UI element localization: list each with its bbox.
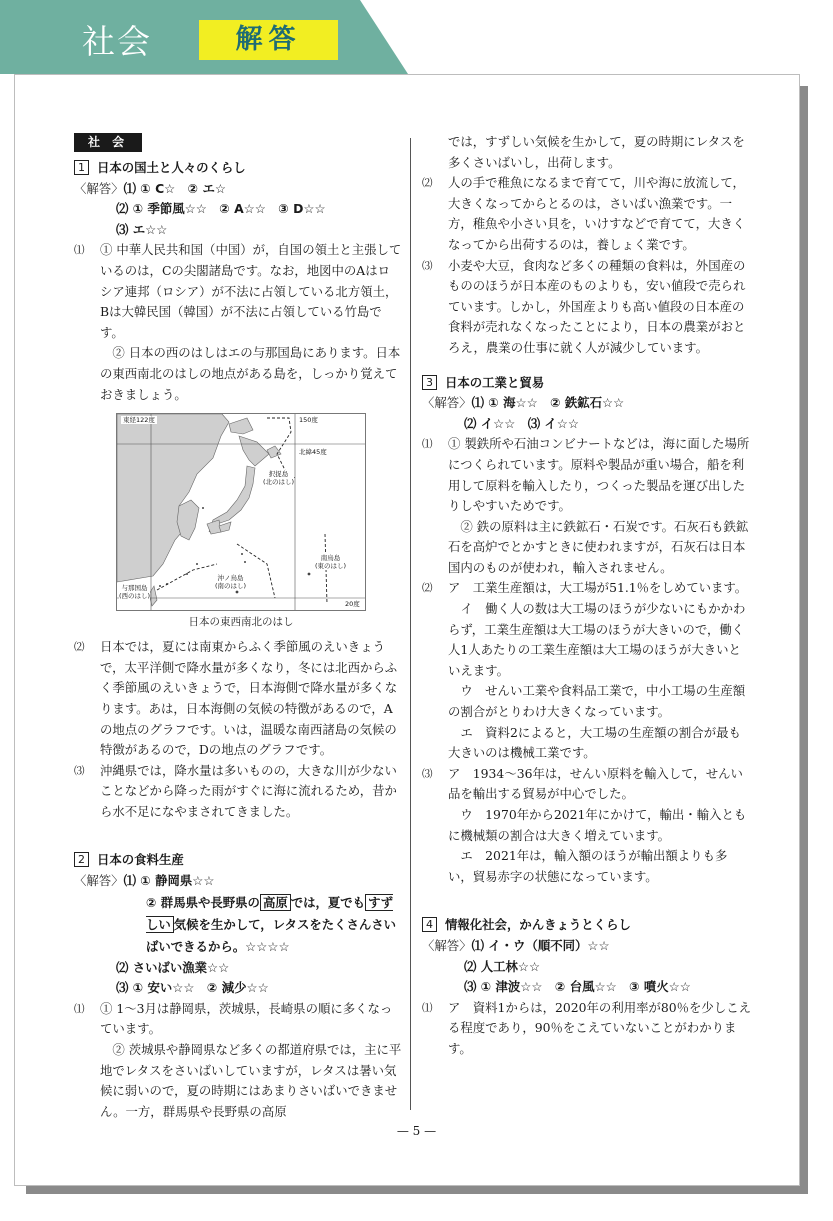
explanation-paragraph: ⑴ ① 製鉄所や石油コンビナートなどは，海に面した場所につくられています。原料や製品が重い場合，船を利用して原料を輸入したり，つくった製品を運び出したりしやすいためです。 (422, 436, 750, 514)
explanation-paragraph: エ 資料2によると，大工場の生産額の割合が最も大きいのは機械工業です。 (448, 724, 741, 761)
banner-title: 社会 (82, 22, 152, 61)
section-title: 日本の食料生産 (97, 852, 184, 868)
answer-label: 〈解答〉 (422, 395, 472, 411)
page-number: — 5 — (396, 1124, 437, 1138)
answer-label: 〈解答〉 (74, 873, 124, 889)
answer-line: ⑵ 人工林☆☆ (464, 958, 541, 974)
answer-label: 〈解答〉 (74, 180, 124, 196)
answer-line: ⑵ ① 季節風☆☆ ② A☆☆ ③ D☆☆ (116, 201, 326, 217)
map-caption: 日本の東西南北のはし (188, 616, 294, 629)
answer-line: 〈解答〉⑴ ① 静岡県☆☆ (74, 873, 215, 889)
explanation-paragraph: ② 鉄の原料は主に鉄鉱石・石炭です。石灰石も鉄鉱石を高炉でとかすときに使われますが，石灰石は日本国内のものが使われ，輸入されません。 (448, 518, 749, 575)
explanation-paragraph: ⑴ ① 中華人民共和国（中国）が，自国の領土と主張しているのは，Cの尖閣諸島です。なお，地図中のAはロシア連邦（ロシア）が不法に占領している北方領土，Bは大韓民国（韓国）が不法に占領している竹島です。 (74, 242, 402, 340)
map-label: 択捉島 (北のはし) (263, 470, 295, 487)
section-title: 日本の国土と人々のくらし (97, 160, 246, 175)
explanation-paragraph: ⑶ 小麦や大豆，食肉など多くの種類の食料は，外国産のもののほうが日本産のものよりも，安い値段で売られています。しかし，外国産よりも高い値段の日本産の食料が売れなくなったことにより，日本の農業がおとろえ，農業の仕事に就く人が減少しています。 (422, 257, 746, 355)
explanation-paragraph: エ 2021年は，輸入額のほうが輸出額よりも多い，貿易赤字の状態になっています。 (448, 848, 728, 884)
map-label: 北緯45度 (299, 448, 327, 457)
section-number: 4 (422, 917, 437, 932)
subject-tag: 社 会 (74, 133, 142, 152)
answer-line: ⑶ エ☆☆ (116, 221, 168, 237)
right-column (422, 132, 752, 1060)
left-column (74, 132, 402, 1122)
map-label: 沖ノ鳥島 (南のはし) (215, 574, 247, 591)
explanation-paragraph: ⑵ ア 工業生産額は，大工場が51.1％をしめています。 (422, 580, 748, 596)
explanation-paragraph: ⑵ 人の手で稚魚になるまで育てて，川や海に放流して，大きくなってからとるのは，さいばい漁業です。一方，稚魚や小さい貝を，いけすなどで育てて，大きくなってから出荷するのは，養しょく業です。 (422, 175, 746, 252)
explanation-paragraph: では，すずしい気候を生かして，夏の時期にレタスを多くさいばいし，出荷します。 (448, 134, 745, 170)
explanation-paragraph: ⑶ ア 1934～36年は，せんい原料を輸入して，せんい品を輸出する貿易が中心でした。 (422, 765, 743, 802)
map-label: 与那国島 (西のはし) (119, 584, 151, 601)
explanation-paragraph: ② 茨城県や静岡県など多くの都道府県では，主に平地でレタスをさいばいしていますが，レタスは暑い気候に弱いので，夏の時期にはあまりさいばいできません。一方，群馬県や長野県の高原 (100, 1042, 402, 1119)
answer-line: 〈解答〉⑴ ① C☆ ② エ☆ (74, 180, 226, 196)
column-divider (410, 138, 411, 1110)
map-label: 150度 (299, 416, 318, 425)
answer-line: ⑶ ① 安い☆☆ ② 減少☆☆ (116, 980, 269, 996)
section-4-heading (422, 915, 752, 936)
section-1-heading (74, 158, 402, 179)
explanation-paragraph: ウ 1970年から2021年にかけて，輸出・輸入ともに機械類の割合は大きく増えています。 (448, 807, 747, 843)
explanation-paragraph: ② 日本の西のはしはエの与那国島にあります。日本の東西南北のはしの地点がある島を，しっかり覚えておきましょう。 (100, 345, 401, 402)
explanation-paragraph: ⑶ 沖縄県では，降水量は多いものの，大きな川が少ないことなどから降った雨がすぐに海に流れるため，昔から水不足になやまされてきました。 (74, 762, 397, 819)
answer-line: ② 群馬県や長野県の 高原 では，夏でも すずしい 気候を生かして，レタスをたくさんさいばいできるから。☆☆☆☆ (146, 894, 397, 954)
section-title: 情報化社会，かんきょうとくらし (445, 917, 631, 933)
section-2-heading (74, 850, 402, 871)
map-label: 東経122度 (123, 416, 155, 425)
answer-line: ⑵ さいばい漁業☆☆ (116, 959, 230, 975)
japan-map (116, 413, 366, 611)
section-title: 日本の工業と貿易 (445, 374, 545, 390)
banner-badge: 解答 (199, 20, 338, 60)
section-number: 1 (74, 160, 89, 175)
answer-label: 〈解答〉 (422, 937, 472, 953)
section-number: 2 (74, 852, 89, 867)
explanation-paragraph: イ 働く人の数は大工場のほうが少ないにもかかわらず，工業生産額は大工場のほうが大きいので，働く人1人あたりの工業生産額は大工場のほうが大きいといえます。 (448, 601, 746, 678)
section-number: 3 (422, 375, 437, 390)
answer-line: ⑶ ① 津波☆☆ ② 台風☆☆ ③ 噴火☆☆ (464, 979, 691, 995)
explanation-paragraph: ウ せんい工業や食料品工業で，中小工場の生産額の割合がとりわけ大きくなっています。 (448, 683, 746, 720)
explanation-paragraph: ⑴ ア 資料1からは，2020年の利用率が80％を少しこえる程度であり，90％をこえていないことがわかります。 (422, 999, 751, 1056)
answer-line: 〈解答〉⑴ ① 海☆☆ ② 鉄鉱石☆☆ (422, 395, 625, 411)
explanation-paragraph: ⑵ 日本では，夏には南東からふく季節風のえいきょうで，太平洋側で降水量が多くなり，冬には北西からふく季節風のえいきょうで，日本海側で降水量が多くなります。あは，日本海側の気候の特徴があるので，Aの地点のグラフです。いは，温暖な南西諸島の気候の特徴があるので，Dの地点のグラフです。 (74, 639, 398, 758)
map-label: 20度 (345, 600, 360, 609)
map-label: 南鳥島 (東のはし) (315, 554, 347, 571)
section-3-heading (422, 373, 752, 394)
explanation-paragraph: ⑴ ① 1～3月は静岡県，茨城県，長崎県の順に多くなっています。 (74, 1000, 393, 1037)
answer-line: 〈解答〉⑴ イ・ウ（順不同）☆☆ (422, 937, 610, 953)
answer-line: ⑵ イ☆☆ ⑶ イ☆☆ (464, 415, 580, 431)
